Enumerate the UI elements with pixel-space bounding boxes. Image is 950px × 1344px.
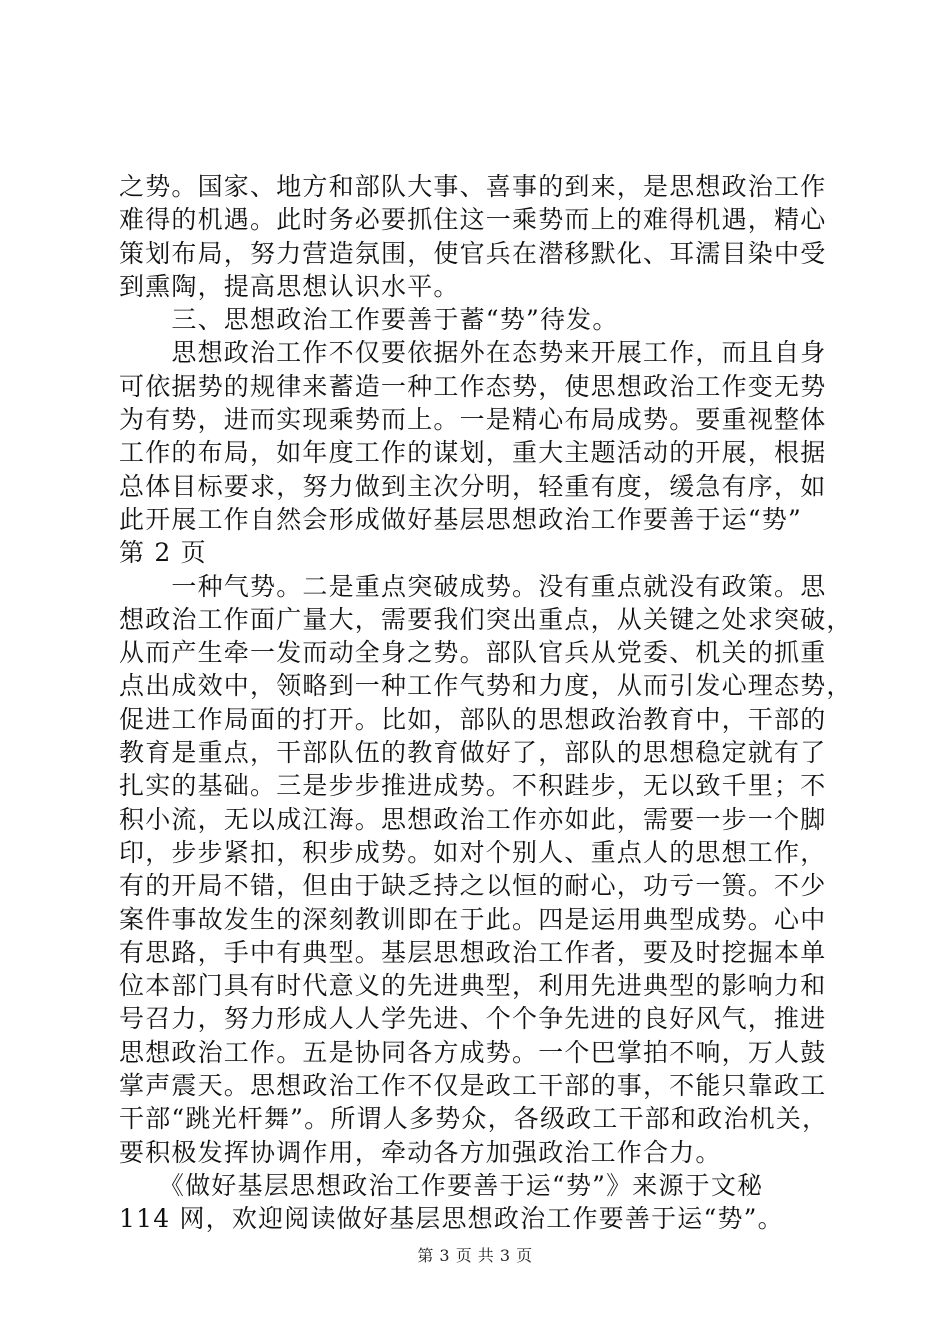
text-line: 积小流，无以成江海。思想政治工作亦如此，需要一步一个脚 — [119, 804, 827, 834]
page-footer: 第 3 页 共 3 页 — [417, 1246, 533, 1265]
text-line: 从而产生牵一发而动全身之势。部队官兵从党委、机关的抓重 — [119, 638, 827, 668]
text-line: 思想政治工作。五是协同各方成势。一个巴掌拍不响，万人鼓 — [119, 1037, 827, 1067]
text-line: 总体目标要求，努力做到主次分明，轻重有度，缓急有序，如 — [119, 471, 827, 501]
text-line: 此开展工作自然会形成做好基层思想政治工作要善于运“势” — [119, 504, 802, 534]
source-note-line: 114 网，欢迎阅读做好基层思想政治工作要善于运“势”。 — [119, 1204, 784, 1234]
text-line: 印，步步紧扣，积步成势。如对个别人、重点人的思想工作， — [119, 837, 827, 867]
text-line: 有的开局不错，但由于缺乏持之以恒的耐心，功亏一篑。不少 — [119, 871, 827, 901]
text-line: 思想政治工作不仅要依据外在态势来开展工作，而且自身 — [119, 338, 827, 368]
text-line: 干部“跳光杆舞”。所谓人多势众，各级政工干部和政治机关， — [119, 1104, 829, 1134]
text-line: 扎实的基础。三是步步推进成势。不积跬步，无以致千里；不 — [119, 771, 827, 801]
section-heading: 三、思想政治工作要善于蓄“势”待发。 — [119, 305, 619, 335]
text-line: 为有势，进而实现乘势而上。一是精心布局成势。要重视整体 — [119, 405, 827, 435]
text-line: 案件事故发生的深刻教训即在于此。四是运用典型成势。心中 — [119, 904, 827, 934]
text-line: 有思路，手中有典型。基层思想政治工作者，要及时挖掘本单 — [119, 937, 827, 967]
text-line: 点出成效中，领略到一种工作气势和力度，从而引发心理态势， — [119, 671, 853, 701]
text-line: 掌声震天。思想政治工作不仅是政工干部的事，不能只靠政工 — [119, 1071, 827, 1101]
text-line: 之势。国家、地方和部队大事、喜事的到来，是思想政治工作 — [119, 172, 827, 201]
text-line: 号召力，努力形成人人学先进、个个争先进的良好风气，推进 — [119, 1004, 827, 1034]
text-line: 想政治工作面广量大，需要我们突出重点，从关键之处求突破， — [119, 604, 853, 634]
text-line: 促进工作局面的打开。比如，部队的思想政治教育中，干部的 — [119, 704, 827, 734]
text-line: 策划布局，努力营造氛围，使官兵在潜移默化、耳濡目染中受 — [119, 238, 827, 268]
text-line: 工作的布局，如年度工作的谋划，重大主题活动的开展，根据 — [119, 438, 827, 468]
text-line: 难得的机遇。此时务必要抓住这一乘势而上的难得机遇，精心 — [119, 205, 827, 235]
text-line: 可依据势的规律来蓄造一种工作态势，使思想政治工作变无势 — [119, 371, 827, 401]
text-line: 要积极发挥协调作用，牵动各方加强政治工作合力。 — [119, 1137, 722, 1167]
text-line: 教育是重点，干部队伍的教育做好了，部队的思想稳定就有了 — [119, 738, 827, 768]
text-line: 一种气势。二是重点突破成势。没有重点就没有政策。思 — [119, 571, 827, 601]
text-line: 到熏陶，提高思想认识水平。 — [119, 271, 460, 301]
text-line: 位本部门具有时代意义的先进典型，利用先进典型的影响力和 — [119, 971, 827, 1001]
page-break-label: 第 2 页 — [119, 538, 207, 568]
document-body — [119, 170, 853, 1236]
source-note-line: 《做好基层思想政治工作要善于运“势”》来源于文秘 — [119, 1170, 764, 1200]
